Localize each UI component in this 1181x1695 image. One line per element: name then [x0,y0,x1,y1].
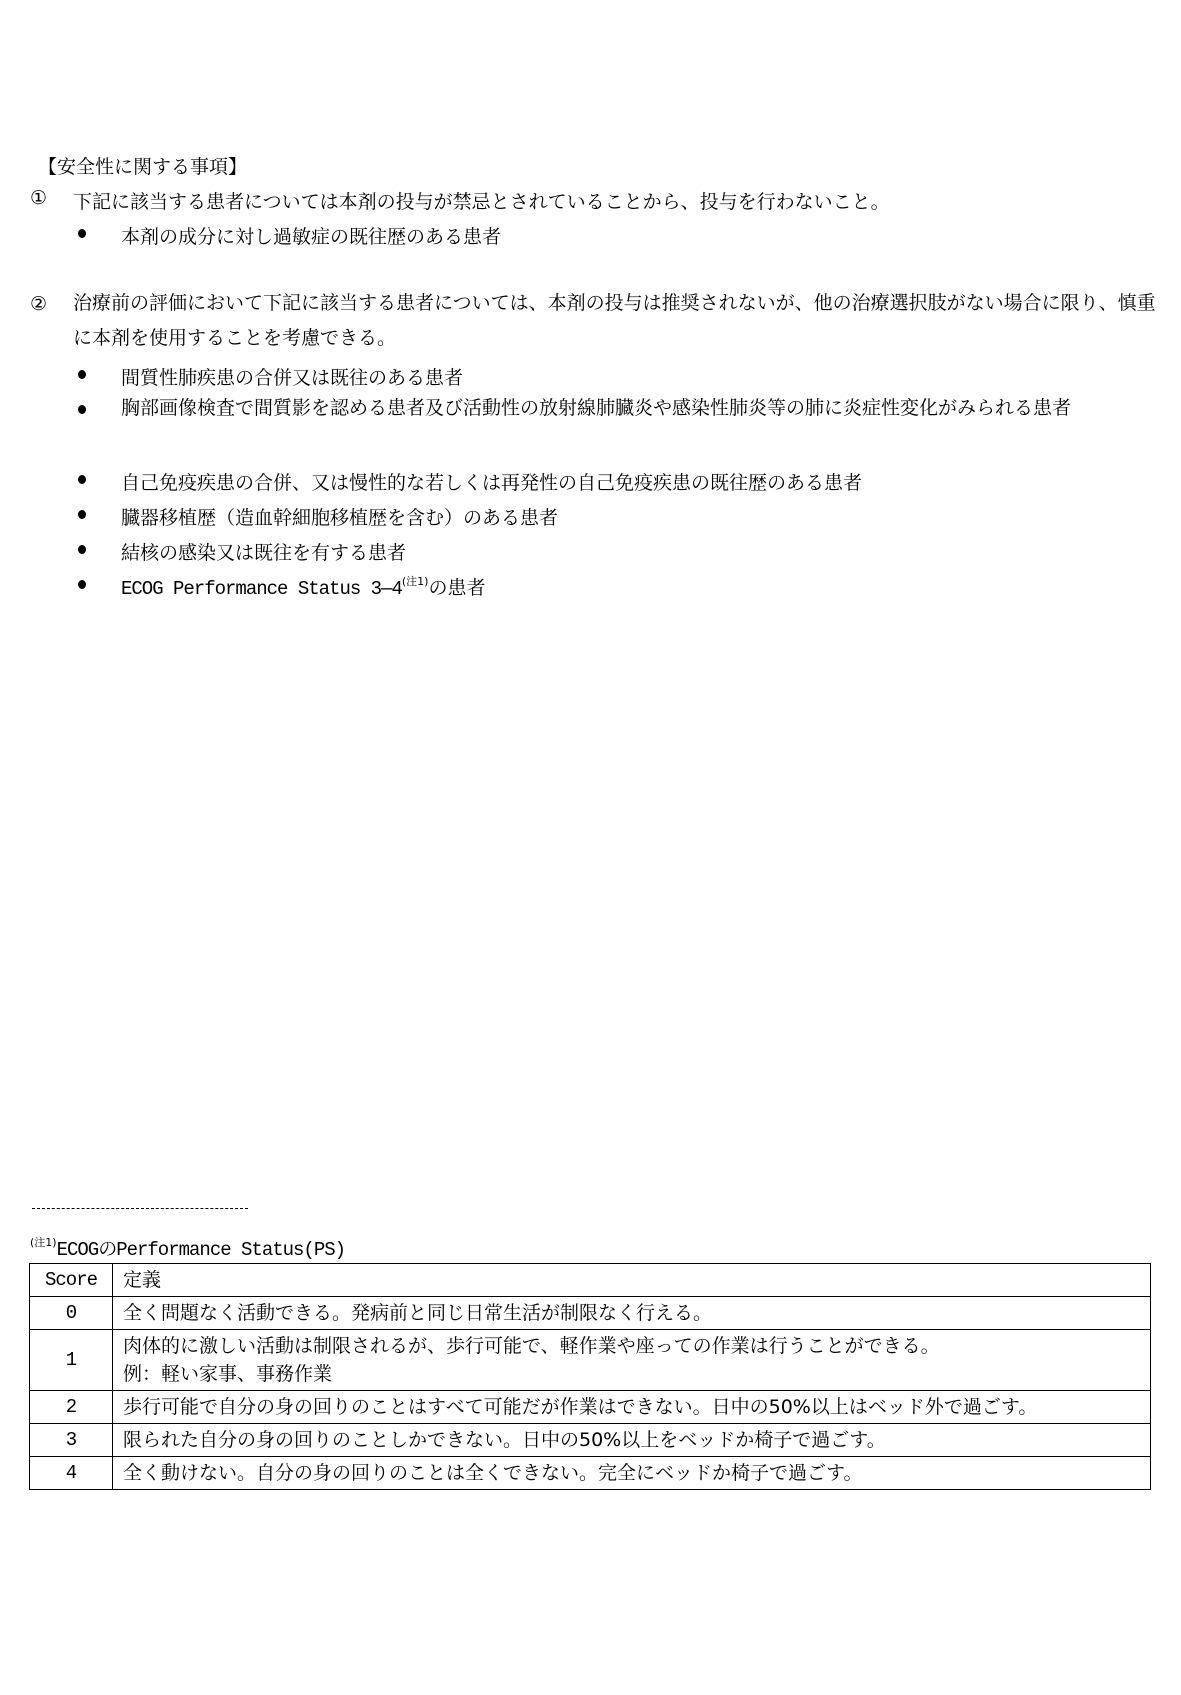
definition-cell: 歩行可能で自分の身の回りのことはすべて可能だが作業はできない。日中の50%以上はベッド外で過ごす。 [113,1391,1151,1424]
score-cell: 2 [30,1391,113,1424]
table-row [30,1330,1151,1391]
table-row [30,1297,1151,1330]
ecog-prefix: ECOG Performance Status 3—4 [121,578,402,600]
list-item: 自己免疫疾患の合併、又は慢性的な若しくは再発性の自己免疫疾患の既往歴のある患者 [121,472,863,494]
section2-text: 治療前の評価において下記に該当する患者については、本剤の投与は推奨されないが、他の治療選択肢がない場合に限り、慎重に本剤を使用することを考慮できる。 [73,292,1156,349]
table-header-row [30,1264,1151,1297]
bullet-icon [78,475,86,484]
section1-marker: ① [30,187,48,209]
score-cell: 0 [30,1297,113,1330]
bullet-icon [78,229,86,238]
bullet-icon [78,545,86,554]
section2-marker: ② [30,293,48,315]
ecog-suffix: の患者 [428,577,486,599]
bullet-icon [78,370,86,379]
definition-line: 肉体的に激しい活動は制限されるが、歩行可能で、軽作業や座っての作業は行うことができる。 [123,1335,940,1357]
footnote-ref: (注1) [401,575,429,588]
list-item: 間質性肺疾患の合併又は既往のある患者 [121,367,464,389]
table-row [30,1424,1151,1457]
table-row [30,1391,1151,1424]
table-row [30,1457,1151,1490]
definition-cell [113,1330,1151,1391]
list-item: 胸部画像検査で間質影を認める患者及び活動性の放射線肺臓炎や感染性肺炎等の肺に炎症性変化がみられる患者 [121,397,1072,419]
footnote-marker: (注1) [30,1236,57,1249]
list-item: 本剤の成分に対し過敏症の既往歴のある患者 [121,226,502,248]
bullet-icon [78,580,86,589]
footnote-separator [32,1208,248,1209]
score-cell: 3 [30,1424,113,1457]
score-cell: 1 [30,1330,113,1391]
definition-cell: 限られた自分の身の回りのことしかできない。日中の50%以上をベッドか椅子で過ごす。 [113,1424,1151,1457]
header-score: Score [30,1264,113,1297]
bullet-icon [78,405,86,414]
definition-cell: 全く動けない。自分の身の回りのことは全くできない。完全にベッドか椅子で過ごす。 [113,1457,1151,1490]
section-heading: 【安全性に関する事項】 [38,156,248,178]
definition-cell: 全く問題なく活動できる。発病前と同じ日常生活が制限なく行える。 [113,1297,1151,1330]
definition-example: 例：軽い家事、事務作業 [123,1363,333,1385]
list-item: 臓器移植歴（造血幹細胞移植歴を含む）のある患者 [121,507,559,529]
bullet-icon [78,510,86,519]
ecog-table [29,1263,1151,1490]
list-item: 結核の感染又は既往を有する患者 [121,542,407,564]
section1-text: 下記に該当する患者については本剤の投与が禁忌とされていることから、投与を行わないこと。 [73,191,890,213]
footnote-title [30,1234,345,1261]
footnote-title-text: ECOGのPerformance Status(PS) [56,1239,346,1261]
list-item-ecog [121,573,485,600]
score-cell: 4 [30,1457,113,1490]
header-definition: 定義 [113,1264,1151,1297]
